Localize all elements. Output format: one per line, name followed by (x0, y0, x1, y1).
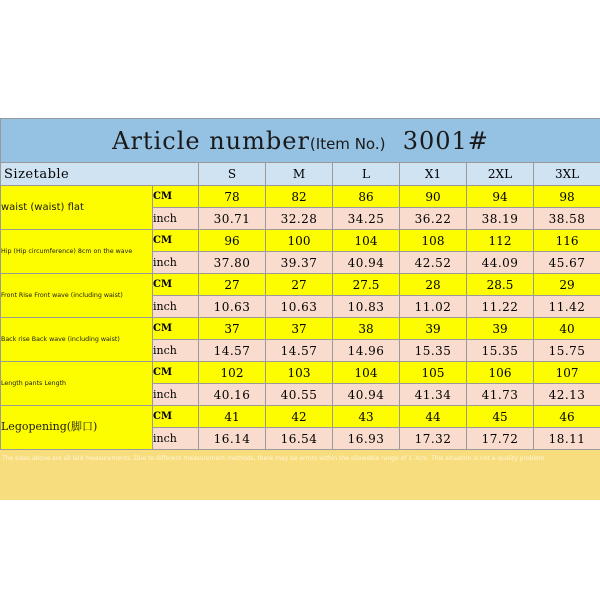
sizetable-label: Sizetable (1, 163, 199, 186)
inch-value: 40.16 (199, 384, 266, 406)
cm-value: 106 (467, 362, 534, 384)
cm-value: 44 (400, 406, 467, 428)
cm-value: 28.5 (467, 274, 534, 296)
cm-value: 112 (467, 230, 534, 252)
measure-row-cm (1, 274, 600, 296)
inch-value: 38.58 (534, 208, 600, 230)
unit-inch: inch (153, 428, 199, 450)
size-header: L (333, 163, 400, 186)
inch-value: 40.55 (266, 384, 333, 406)
inch-value: 14.57 (199, 340, 266, 362)
inch-value: 15.35 (400, 340, 467, 362)
inch-value: 32.28 (266, 208, 333, 230)
size-header: 3XL (534, 163, 600, 186)
size-table (0, 118, 600, 450)
inch-value: 14.96 (333, 340, 400, 362)
cm-value: 41 (199, 406, 266, 428)
measurement-label: Front Rise Front wave (including waist) (1, 274, 153, 318)
unit-cm: CM (153, 186, 199, 208)
inch-value: 40.94 (333, 252, 400, 274)
inch-value: 41.73 (467, 384, 534, 406)
cm-value: 40 (534, 318, 600, 340)
measure-row-cm (1, 230, 600, 252)
measure-row-cm (1, 186, 600, 208)
size-header: S (199, 163, 266, 186)
cm-value: 103 (266, 362, 333, 384)
cm-value: 116 (534, 230, 600, 252)
cm-value: 39 (467, 318, 534, 340)
inch-value: 10.63 (199, 296, 266, 318)
cm-value: 96 (199, 230, 266, 252)
article-title (1, 119, 600, 163)
inch-value: 36.22 (400, 208, 467, 230)
inch-value: 15.75 (534, 340, 600, 362)
inch-value: 18.11 (534, 428, 600, 450)
cm-value: 100 (266, 230, 333, 252)
article-number: 3001# (402, 126, 489, 155)
cm-value: 27 (199, 274, 266, 296)
cm-value: 104 (333, 362, 400, 384)
inch-value: 17.32 (400, 428, 467, 450)
inch-value: 39.37 (266, 252, 333, 274)
unit-inch: inch (153, 296, 199, 318)
unit-inch: inch (153, 252, 199, 274)
measurement-label: Back rise Back wave (including waist) (1, 318, 153, 362)
cm-value: 37 (199, 318, 266, 340)
inch-value: 10.83 (333, 296, 400, 318)
inch-value: 17.72 (467, 428, 534, 450)
measure-row-cm (1, 318, 600, 340)
cm-value: 42 (266, 406, 333, 428)
unit-cm: CM (153, 406, 199, 428)
measurement-label: Hip (Hip circumference) 8cm on the wave (1, 230, 153, 274)
unit-cm: CM (153, 362, 199, 384)
inch-value: 16.54 (266, 428, 333, 450)
inch-value: 38.19 (467, 208, 534, 230)
inch-value: 40.94 (333, 384, 400, 406)
measure-row-cm (1, 406, 600, 428)
inch-value: 45.67 (534, 252, 600, 274)
cm-value: 104 (333, 230, 400, 252)
cm-value: 102 (199, 362, 266, 384)
inch-value: 16.93 (333, 428, 400, 450)
cm-value: 37 (266, 318, 333, 340)
inch-value: 44.09 (467, 252, 534, 274)
inch-value: 14.57 (266, 340, 333, 362)
measurement-label: waist (waist) flat (1, 186, 153, 230)
cm-value: 38 (333, 318, 400, 340)
measurement-note: The sizes above are all laid measurements. Due to different measurement methods, there may be errors within the allowable range of 1-3cm. This situation is not a quality problem. (2, 455, 547, 462)
unit-cm: CM (153, 230, 199, 252)
cm-value: 98 (534, 186, 600, 208)
cm-value: 27 (266, 274, 333, 296)
cm-value: 94 (467, 186, 534, 208)
cm-value: 28 (400, 274, 467, 296)
measurement-label: Legopening(脚口) (1, 406, 153, 450)
size-header: X1 (400, 163, 467, 186)
inch-value: 34.25 (333, 208, 400, 230)
inch-value: 42.52 (400, 252, 467, 274)
inch-value: 16.14 (199, 428, 266, 450)
inch-value: 11.22 (467, 296, 534, 318)
inch-value: 42.13 (534, 384, 600, 406)
cm-value: 27.5 (333, 274, 400, 296)
cm-value: 39 (400, 318, 467, 340)
inch-value: 10.63 (266, 296, 333, 318)
inch-value: 41.34 (400, 384, 467, 406)
unit-inch: inch (153, 340, 199, 362)
unit-inch: inch (153, 208, 199, 230)
cm-value: 105 (400, 362, 467, 384)
cm-value: 46 (534, 406, 600, 428)
cm-value: 82 (266, 186, 333, 208)
cm-value: 29 (534, 274, 600, 296)
inch-value: 11.02 (400, 296, 467, 318)
cm-value: 108 (400, 230, 467, 252)
measurement-label: Length pants Length (1, 362, 153, 406)
cm-value: 90 (400, 186, 467, 208)
item-no-label: (Item No.) (309, 134, 386, 153)
cm-value: 107 (534, 362, 600, 384)
size-header: 2XL (467, 163, 534, 186)
inch-value: 11.42 (534, 296, 600, 318)
size-header: M (266, 163, 333, 186)
cm-value: 86 (333, 186, 400, 208)
cm-value: 45 (467, 406, 534, 428)
unit-inch: inch (153, 384, 199, 406)
cm-value: 78 (199, 186, 266, 208)
measure-row-cm (1, 362, 600, 384)
inch-value: 30.71 (199, 208, 266, 230)
inch-value: 37.80 (199, 252, 266, 274)
cm-value: 43 (333, 406, 400, 428)
unit-cm: CM (153, 318, 199, 340)
unit-cm: CM (153, 274, 199, 296)
inch-value: 15.35 (467, 340, 534, 362)
article-title-text: Article number (112, 126, 310, 155)
